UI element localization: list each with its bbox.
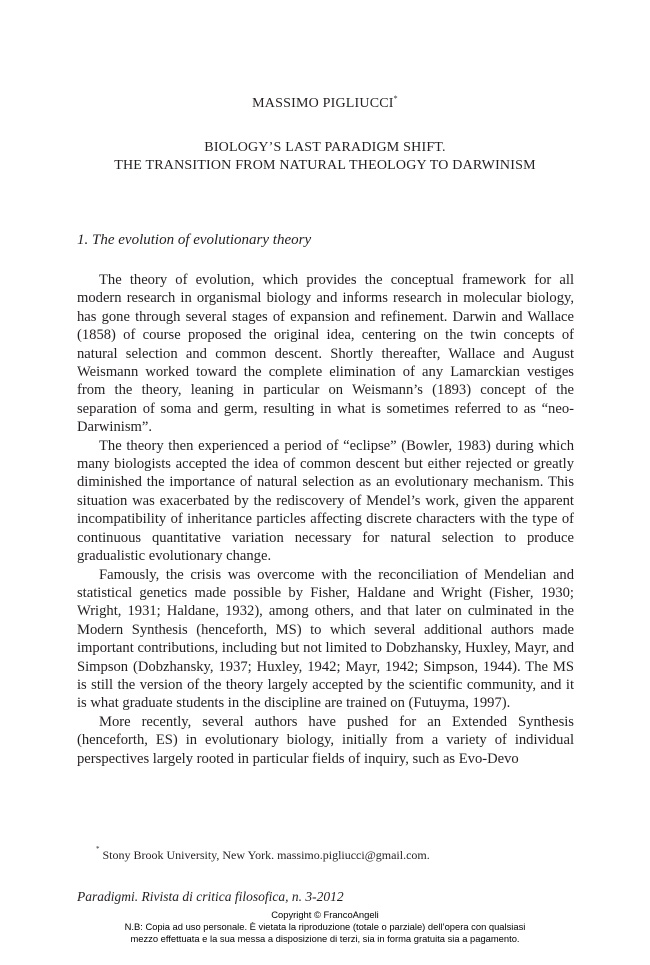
title-line-2: THE TRANSITION FROM NATURAL THEOLOGY TO DARWINISM — [114, 158, 536, 173]
author-text: MASSIMO PIGLIUCCI — [252, 96, 394, 111]
author-name — [0, 96, 650, 112]
paragraph: The theory then experienced a period of “eclipse” (Bowler, 1983) during which many biologists accepted the idea of common descent but either rejected or greatly diminished the importance of natural selection as an evolutionary mechanism. This situation was exacerbated by the rediscovery of Mendel’s work, given the apparent incompatibility of inheritance particles affecting discrete characters with the type of continuous quantitative variation necessary for natural selection to produce gradualistic evolutionary change. — [77, 437, 574, 565]
footnote-marker: * — [96, 845, 100, 853]
paragraph: Famously, the crisis was overcome with the reconciliation of Mendelian and statistical genetics made possible by Fisher, Haldane and Wright (Fisher, 1930; Wright, 1931; Haldane, 1932), among others, and that later on culminated in the Modern Synthesis (henceforth, MS) to which several additional authors made important contributions, including but not limited to Dobzhansky, Huxley, Mayr, and Simpson (Dobzhansky, 1937; Huxley, 1942; Mayr, 1942; Simpson, 1944). The MS is still the version of the theory largely accepted by the scientific community, and it is what graduate students in the discipline are trained on (Futuyma, 1997). — [77, 566, 574, 712]
section-heading: 1. The evolution of evolutionary theory — [77, 232, 312, 248]
journal-citation: Paradigmi. Rivista di critica filosofica, n. 3-2012 — [77, 889, 344, 904]
paragraph: The theory of evolution, which provides the conceptual framework for all modern research in organismal biology and informs research in molecular biology, has gone through several stages of expansion and refinement. Darwin and Wallace (1858) of course proposed the original idea, centering on the twin concepts of natural selection and common descent. Shortly thereafter, Wallace and August Weismann worked toward the complete elimination of any Lamarckian vestiges from the theory, leaning in particular on Weismann’s (1893) concept of the separation of soma and germ, resulting in what is sometimes referred to as “neo-Darwinism”. — [77, 272, 574, 436]
copyright-notice — [0, 909, 650, 945]
body-text — [77, 271, 574, 768]
author-footnote-marker: * — [393, 94, 398, 103]
copyright-line-2: N.B: Copia ad uso personale. È vietata la riproduzione (totale o parziale) dell’opera con qualsiasi — [124, 921, 526, 932]
paragraph: More recently, several authors have pushed for an Extended Synthesis (henceforth, ES) in evolutionary biology, initially from a variety of individual perspectives largely rooted in particular fields of inquiry, such as Evo-Devo — [77, 713, 574, 767]
copyright-line-1: Copyright © FrancoAngeli — [271, 909, 379, 920]
title-line-1: BIOLOGY’S LAST PARADIGM SHIFT. — [204, 140, 446, 155]
article-title — [0, 139, 650, 175]
copyright-line-3: mezzo effettuata e la sua messa a disposizione di terzi, sia in forma gratuita sia a pagamento. — [130, 933, 520, 944]
footnote — [96, 845, 430, 863]
footnote-text: Stony Brook University, New York. massimo.pigliucci@gmail.com. — [102, 848, 430, 862]
